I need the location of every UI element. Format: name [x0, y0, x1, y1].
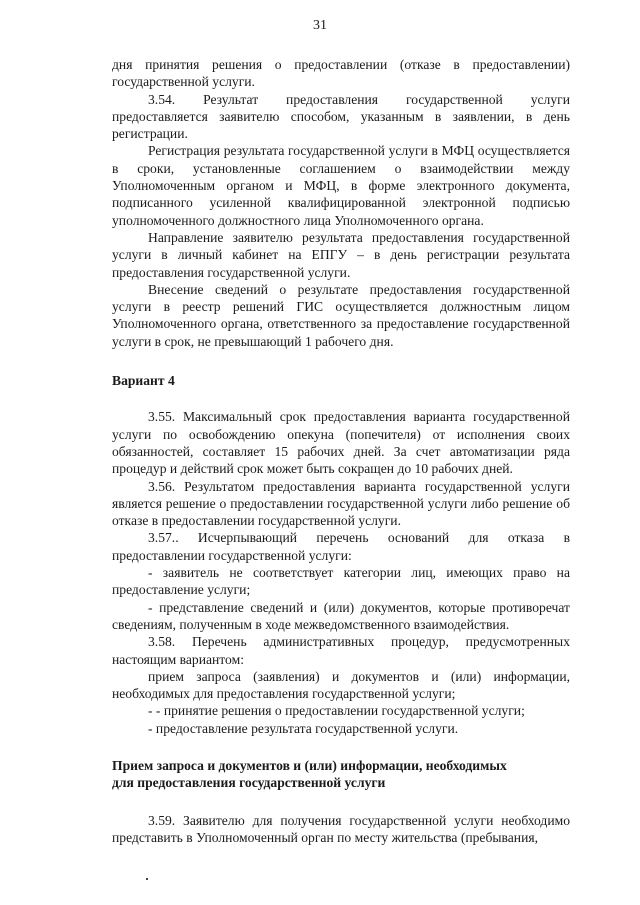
- document-body: [112, 56, 570, 846]
- page-number: 31: [313, 18, 327, 33]
- paragraph-3-59: 3.59. Заявителю для получения государственной услуги необходимо представить в Уполномоченный орган по месту жительства (пребывания,: [112, 812, 570, 845]
- heading-variant-4: Вариант 4: [112, 373, 175, 389]
- paragraph-direction: Направление заявителю результата предоставления государственной услуги в личный кабинет на ЕПГУ – в день регистрации результата предоставления государственной услуги.: [112, 229, 570, 280]
- paragraph-3-58: 3.58. Перечень административных процедур, предусмотренных настоящим вариантом:: [112, 634, 570, 667]
- paragraph-3-54: 3.54. Результат предоставления государственной услуги предоставляется заявителю способом, указанным в заявлении, в день регистрации.: [112, 91, 570, 142]
- paragraph-ground-1: - заявитель не соответствует категории лиц, имеющих право на предоставление услуги;: [112, 565, 570, 598]
- paragraph-proc-3: - предоставление результата государственной услуги.: [148, 720, 459, 736]
- heading-request-reception-line-1: Прием запроса и документов и (или) информации, необходимых: [112, 757, 507, 773]
- section-variant-4: [112, 408, 570, 737]
- paragraph-ground-2: - представление сведений и (или) документов, которые противоречат сведениям, полученным в ходе межведомственного взаимодействия.: [112, 599, 570, 632]
- paragraph-3-55: 3.55. Максимальный срок предоставления варианта государственной услуги по освобождению опекуна (попечителя) от исполнения своих обязанностей, составляет 15 рабочих дней. За счет автоматизации ряда процедур и действий срок может быть сокращен до 10 рабочих дней.: [112, 409, 570, 477]
- paragraph-proc-2: - - принятие решения о предоставлении государственной услуги;: [148, 703, 525, 719]
- paragraph-registration: Регистрация результата государственной услуги в МФЦ осуществляется в сроки, установленные соглашением о взаимодействии между Уполномоченным органом и МФЦ, в форме электронного документа, подписанного усиленной квалифицированной электронной подписью уполномоченного должностного лица Уполномоченного органа.: [112, 143, 570, 228]
- paragraph-3-56: 3.56. Результатом предоставления варианта государственной услуги является решение о предоставлении государственной услуги либо решение об отказе в предоставлении государственной услуги.: [112, 478, 570, 529]
- paragraph-3-57: 3.57.. Исчерпывающий перечень оснований для отказа в предоставлении государственной услуги:: [112, 530, 570, 563]
- paragraph-entry: Внесение сведений о результате предоставления государственной услуги в реестр решений ГИС осуществляется должностным лицом Уполномоченного органа, ответственного за предоставление государственной услуги в срок, не превышающий 1 рабочего дня.: [112, 281, 570, 349]
- section-result-delivery: [112, 56, 570, 350]
- section-request-reception: [112, 812, 570, 847]
- heading-request-reception: [112, 757, 570, 792]
- scan-speck: [146, 878, 148, 880]
- paragraph-continuation: дня принятия решения о предоставлении (отказе в предоставлении) государственной услуги.: [112, 57, 570, 90]
- heading-request-reception-line-2: для предоставления государственной услуги: [112, 775, 386, 791]
- paragraph-proc-1: прием запроса (заявления) и документов и (или) информации, необходимых для предоставления государственной услуги;: [112, 668, 570, 702]
